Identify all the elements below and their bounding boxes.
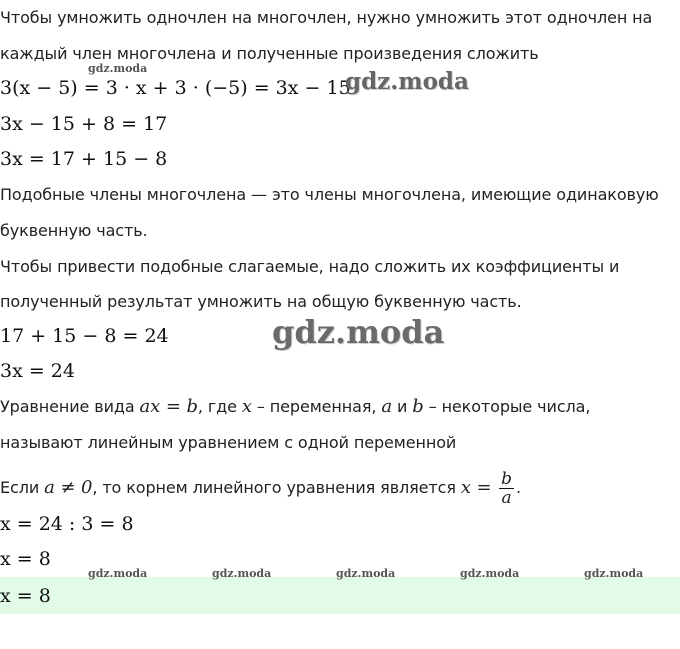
equation-expand: 3(x − 5) = 3 · x + 3 · (−5) = 3x − 15: [0, 77, 351, 99]
answer-equation: x = 8: [0, 585, 51, 607]
linear-def-mid1: , где: [197, 397, 242, 416]
rule-text-combine-line2: полученный результат умножить на общую буквенную часть.: [0, 292, 522, 311]
fraction-numerator: b: [501, 469, 512, 489]
linear-def-prefix: Уравнение вида: [0, 397, 140, 416]
linear-def-and: и: [391, 397, 413, 416]
watermark-row-4: gdz.moda: [460, 567, 520, 580]
rule-text-combine-line1: Чтобы привести подобные слагаемые, надо сложить их коэффициенты и: [0, 257, 620, 276]
equation-divide: x = 24 : 3 = 8: [0, 513, 134, 535]
root-lhs: x =: [460, 477, 498, 498]
watermark-big: gdz.moda: [272, 313, 445, 351]
equation-simplified: 3x = 24: [0, 360, 75, 382]
watermark-row-3: gdz.moda: [336, 567, 396, 580]
root-dot: .: [515, 478, 521, 497]
equation-substitute: 3x − 15 + 8 = 17: [0, 113, 168, 135]
linear-def-mid2: – переменная,: [251, 397, 382, 416]
root-fraction: [499, 470, 514, 507]
linear-def-equation: ax = b: [139, 396, 198, 417]
equation-result: x = 8: [0, 548, 51, 570]
watermark-row-1: gdz.moda: [88, 567, 148, 580]
equation-rearrange: 3x = 17 + 15 − 8: [0, 148, 168, 170]
root-condition: a ≠ 0: [44, 477, 93, 498]
answer-highlight: [0, 577, 680, 614]
rule-text-linear-equation-line1: [0, 397, 590, 417]
linear-def-suffix: – некоторые числа,: [423, 397, 591, 416]
linear-def-b: b: [412, 396, 424, 417]
fraction-denominator: a: [501, 488, 512, 508]
watermark-row-2: gdz.moda: [212, 567, 272, 580]
root-mid: , то корнем линейного уравнения является: [92, 478, 461, 497]
linear-def-a: a: [381, 396, 392, 417]
rule-text-multiply-line2: каждый член многочлена и полученные произведения сложить: [0, 44, 539, 63]
rule-text-similar-terms-line2: буквенную часть.: [0, 221, 148, 240]
root-prefix: Если: [0, 478, 45, 497]
watermark-small: gdz.moda: [88, 62, 148, 75]
watermark-mid: gdz.moda: [345, 68, 469, 95]
watermark-row-5: gdz.moda: [584, 567, 644, 580]
rule-text-multiply-line1: Чтобы умножить одночлен на многочлен, нужно умножить этот одночлен на: [0, 8, 653, 27]
rule-text-linear-equation-line2: называют линейным уравнением с одной переменной: [0, 433, 457, 452]
rule-text-similar-terms-line1: Подобные члены многочлена — это члены многочлена, имеющие одинаковую: [0, 185, 659, 204]
rule-text-root-formula: [0, 468, 521, 508]
linear-def-x: x: [241, 396, 252, 417]
equation-sum: 17 + 15 − 8 = 24: [0, 325, 169, 347]
